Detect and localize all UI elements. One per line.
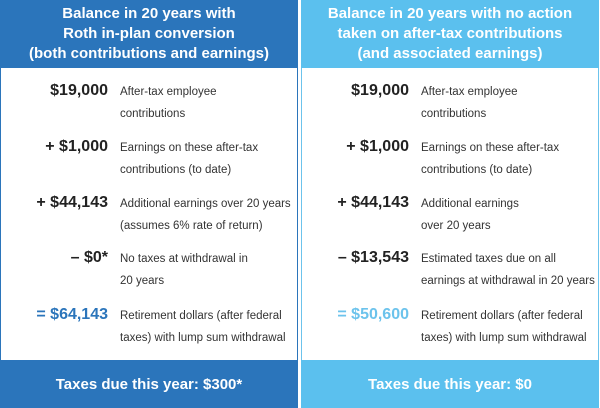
amount: $19,000 (351, 82, 409, 99)
description (120, 248, 295, 292)
description (120, 305, 295, 349)
header-line: taken on after-tax contributions (337, 25, 563, 42)
description (421, 193, 596, 237)
earnings-row (1, 137, 297, 181)
description-line: contributions (421, 108, 487, 120)
description-line: Additional earnings over 20 years (120, 198, 291, 210)
description-line: Retirement dollars (after federal (120, 310, 282, 322)
description-line: Earnings on these after-tax (421, 142, 560, 154)
taxes-due-footer: Taxes due this year: $0 (301, 360, 599, 408)
description-line: 20 years (120, 275, 165, 287)
earnings-row (302, 137, 598, 181)
description-line: over 20 years (421, 220, 491, 232)
total-amount: = $64,143 (36, 306, 108, 323)
header-line: (both contributions and earnings) (29, 45, 269, 62)
taxes-row (1, 248, 297, 292)
header-line: Roth in-plan conversion (63, 25, 235, 42)
amount: + $1,000 (45, 138, 108, 155)
description-line: Additional earnings (421, 198, 519, 210)
amount: – $0* (70, 249, 108, 266)
description-line: contributions (to date) (421, 164, 533, 176)
amount: + $44,143 (36, 194, 108, 211)
roth-conversion-column (0, 0, 298, 408)
description (120, 137, 295, 181)
column-header (301, 0, 599, 68)
description-line: (assumes 6% rate of return) (120, 220, 263, 232)
no-action-column (301, 0, 599, 408)
column-header (0, 0, 298, 68)
description-line: After-tax employee (120, 86, 217, 98)
amount: + $44,143 (337, 194, 409, 211)
amount: – $13,543 (337, 249, 409, 266)
description-line: earnings at withdrawal in 20 years (421, 275, 595, 287)
description-line: Estimated taxes due on all (421, 253, 556, 265)
amount: + $1,000 (346, 138, 409, 155)
description-line: Earnings on these after-tax (120, 142, 259, 154)
description-line: taxes) with lump sum withdrawal (120, 332, 286, 344)
description (120, 193, 295, 237)
description-line: taxes) with lump sum withdrawal (421, 332, 587, 344)
additional-earnings-row (1, 193, 297, 237)
contributions-row (1, 81, 297, 125)
additional-earnings-row (302, 193, 598, 237)
description-line: contributions (to date) (120, 164, 232, 176)
description (421, 248, 596, 292)
contributions-row (302, 81, 598, 125)
total-amount: = $50,600 (337, 306, 409, 323)
description-line: No taxes at withdrawal in (120, 253, 248, 265)
description (421, 137, 596, 181)
description-line: contributions (120, 108, 186, 120)
description-line: Retirement dollars (after federal (421, 310, 583, 322)
description (421, 81, 596, 125)
description (421, 305, 596, 349)
header-line: Balance in 20 years with (62, 5, 236, 22)
taxes-row (302, 248, 598, 292)
total-row (1, 305, 297, 349)
header-line: Balance in 20 years with no action (327, 5, 573, 22)
description (120, 81, 295, 125)
taxes-due-footer: Taxes due this year: $300* (0, 360, 298, 408)
header-line: (and associated earnings) (357, 45, 543, 62)
amount: $19,000 (50, 82, 108, 99)
total-row (302, 305, 598, 349)
description-line: After-tax employee (421, 86, 518, 98)
